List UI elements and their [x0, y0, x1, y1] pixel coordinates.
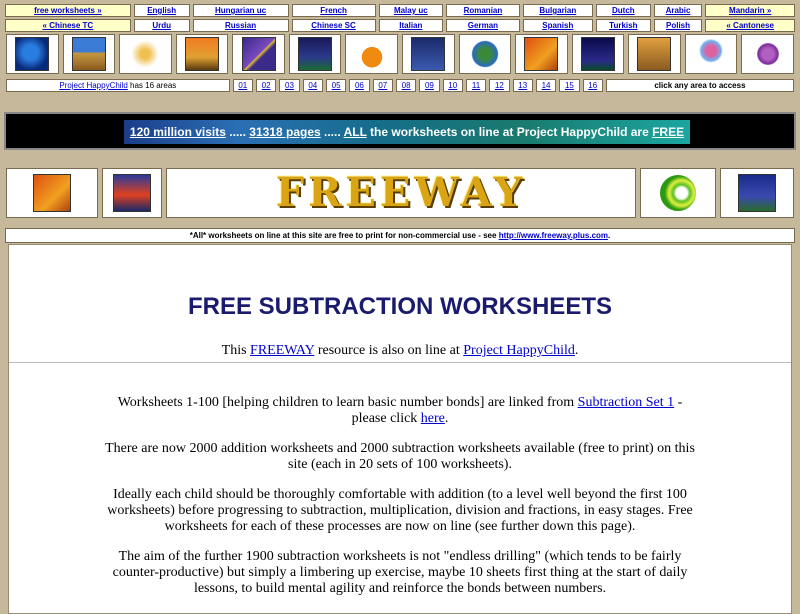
freeway-logo-cell: [166, 168, 636, 218]
pyramids-icon: [72, 37, 106, 71]
area-icon-link[interactable]: [289, 34, 342, 74]
area-icon-link[interactable]: [232, 34, 285, 74]
area-icon-link[interactable]: [515, 34, 568, 74]
paragraph: Ideally each child should be thoroughly comfortable with addition (to a level well beyond the first 100 worksheets) before progressing to subtraction, multiplication, division and fractions, in easy stages. Free worksheets for each of these processes are now on line (see further down this page).: [107, 487, 693, 534]
lang-link[interactable]: Italian: [379, 19, 444, 32]
subtraction-set-1-link[interactable]: Subtraction Set 1: [577, 395, 675, 410]
lang-link[interactable]: Turkish: [596, 19, 651, 32]
area-number-link[interactable]: 14: [536, 79, 556, 92]
banner-separator: .....: [225, 125, 250, 139]
night-sky-icon: [581, 37, 615, 71]
fruit-icon: [524, 37, 558, 71]
paragraph-text: .: [444, 411, 449, 426]
free-link[interactable]: FREE: [652, 125, 685, 139]
paragraph: [99, 395, 701, 427]
freeway-icon-cell[interactable]: [102, 168, 162, 218]
area-number-link[interactable]: 05: [326, 79, 346, 92]
free-use-notice: [5, 228, 795, 243]
page-title: FREE SUBTRACTION WORKSHEETS: [187, 293, 612, 320]
all-link[interactable]: ALL: [343, 125, 367, 139]
area-icon-link[interactable]: [459, 34, 512, 74]
night-city-icon: [738, 174, 776, 212]
globe-icon: [15, 37, 49, 71]
subtitle-text: resource is also on line at: [314, 343, 464, 358]
language-bar: [2, 2, 798, 34]
paragraph-text: - please click: [351, 395, 683, 426]
lang-link[interactable]: Hungarian uc: [193, 4, 289, 17]
subtitle: [9, 343, 791, 359]
chest-icon: [637, 37, 671, 71]
lang-link[interactable]: « Chinese TC: [5, 19, 131, 32]
visits-banner: [124, 120, 690, 144]
here-link[interactable]: here: [420, 411, 445, 426]
snowflake-icon: [751, 37, 785, 71]
area-icon-link[interactable]: [6, 34, 59, 74]
banner-separator: .....: [320, 125, 344, 139]
banner-text: the worksheets on line at Project HappyChild are: [366, 125, 653, 139]
freeway-icon-cell[interactable]: [6, 168, 98, 218]
notice-text: *All* worksheets on line at this site are free to print for non-commercial use - see: [189, 231, 499, 240]
lang-link[interactable]: Spanish: [523, 19, 593, 32]
area-icon-link[interactable]: [741, 34, 794, 74]
lang-link[interactable]: Polish: [654, 19, 703, 32]
lang-link[interactable]: free worksheets »: [5, 4, 131, 17]
fruit-icon: [33, 174, 71, 212]
subtitle-text: This: [221, 343, 251, 358]
area-number-link[interactable]: 02: [256, 79, 276, 92]
night-city-icon: [298, 37, 332, 71]
area-number-link[interactable]: 04: [303, 79, 323, 92]
project-area-header: [6, 79, 230, 92]
area-number-link[interactable]: 15: [559, 79, 579, 92]
lang-link[interactable]: « Cantonese: [705, 19, 795, 32]
freeway-header-row: [2, 168, 798, 220]
subtitle-text: .: [574, 343, 579, 358]
click-area-hint: click any area to access: [606, 79, 794, 92]
freeway-icon-cell[interactable]: [720, 168, 794, 218]
main-content: [8, 244, 792, 614]
area-number-link[interactable]: 10: [443, 79, 463, 92]
area-icon-link[interactable]: [63, 34, 116, 74]
balloon-icon: [694, 37, 728, 71]
shield-icon: [242, 37, 276, 71]
lang-link[interactable]: Malay uc: [379, 4, 444, 17]
project-happychild-link[interactable]: Project HappyChild: [463, 343, 575, 358]
freeway-site-link[interactable]: http://www.freeway.plus.com: [498, 231, 609, 240]
lang-link[interactable]: Urdu: [134, 19, 190, 32]
bridge-icon: [113, 174, 151, 212]
area-icon-row: [2, 34, 798, 74]
swirl-icon: [659, 174, 697, 212]
areas-count-text: has 16 areas: [127, 81, 177, 90]
content-body: [9, 363, 791, 597]
paragraph: The aim of the further 1900 subtraction worksheets is not "endless drilling" (which tends to be fairly counter-productive) but simply a limbering up exercise, maybe 10 sheets first thing at the start of daily lessons, to build mental agility and reinforce the bonds between numbers.: [112, 549, 688, 596]
earth-icon: [468, 37, 502, 71]
area-icon-link[interactable]: [176, 34, 229, 74]
area-icon-link[interactable]: [628, 34, 681, 74]
paragraph: There are now 2000 addition worksheets and 2000 subtraction worksheets available (free to print) on this site (each in 20 sets of 100 worksheets).: [105, 441, 695, 472]
pages-link[interactable]: 31318 pages: [249, 125, 321, 139]
title-box: [9, 245, 791, 363]
area-number-link[interactable]: 08: [396, 79, 416, 92]
lang-link[interactable]: Bulgarian: [523, 4, 593, 17]
area-icon-link[interactable]: [345, 34, 398, 74]
freeway-icon-cell[interactable]: [640, 168, 716, 218]
notice-end: .: [608, 231, 611, 240]
freeway-logo: FREEWAY: [275, 169, 527, 216]
visits-link[interactable]: 120 million visits: [129, 125, 226, 139]
lang-link[interactable]: Romanian: [446, 4, 519, 17]
area-icon-link[interactable]: [685, 34, 738, 74]
hourglass-icon: [128, 37, 162, 71]
area-number-link[interactable]: 13: [513, 79, 533, 92]
area-number-link[interactable]: 09: [419, 79, 439, 92]
visits-banner-frame: [4, 112, 796, 150]
area-icon-link[interactable]: [402, 34, 455, 74]
lang-link[interactable]: Chinese SC: [292, 19, 376, 32]
area-number-link[interactable]: 01: [233, 79, 253, 92]
freeway-link[interactable]: FREEWAY: [250, 343, 315, 358]
project-happychild-link[interactable]: Project HappyChild: [59, 81, 128, 90]
area-number-link[interactable]: 11: [466, 79, 486, 92]
lang-link[interactable]: French: [292, 4, 376, 17]
lang-link[interactable]: Mandarin »: [705, 4, 795, 17]
lang-link[interactable]: German: [446, 19, 519, 32]
area-icon-link[interactable]: [572, 34, 625, 74]
pumpkin-icon: [355, 37, 389, 71]
lang-link[interactable]: Russian: [193, 19, 289, 32]
area-number-link[interactable]: 03: [279, 79, 299, 92]
area-number-link[interactable]: 07: [373, 79, 393, 92]
ribbon-icon: [411, 37, 445, 71]
lang-link[interactable]: Arabic: [654, 4, 703, 17]
area-icon-link[interactable]: [119, 34, 172, 74]
palm-tree-icon: [185, 37, 219, 71]
area-number-link[interactable]: 16: [583, 79, 603, 92]
area-number-link[interactable]: 12: [489, 79, 509, 92]
area-number-link[interactable]: 06: [349, 79, 369, 92]
area-number-bar: [3, 79, 797, 92]
paragraph-text: Worksheets 1-100 [helping children to learn basic number bonds] are linked from: [117, 395, 578, 410]
lang-link[interactable]: English: [134, 4, 190, 17]
lang-link[interactable]: Dutch: [596, 4, 651, 17]
